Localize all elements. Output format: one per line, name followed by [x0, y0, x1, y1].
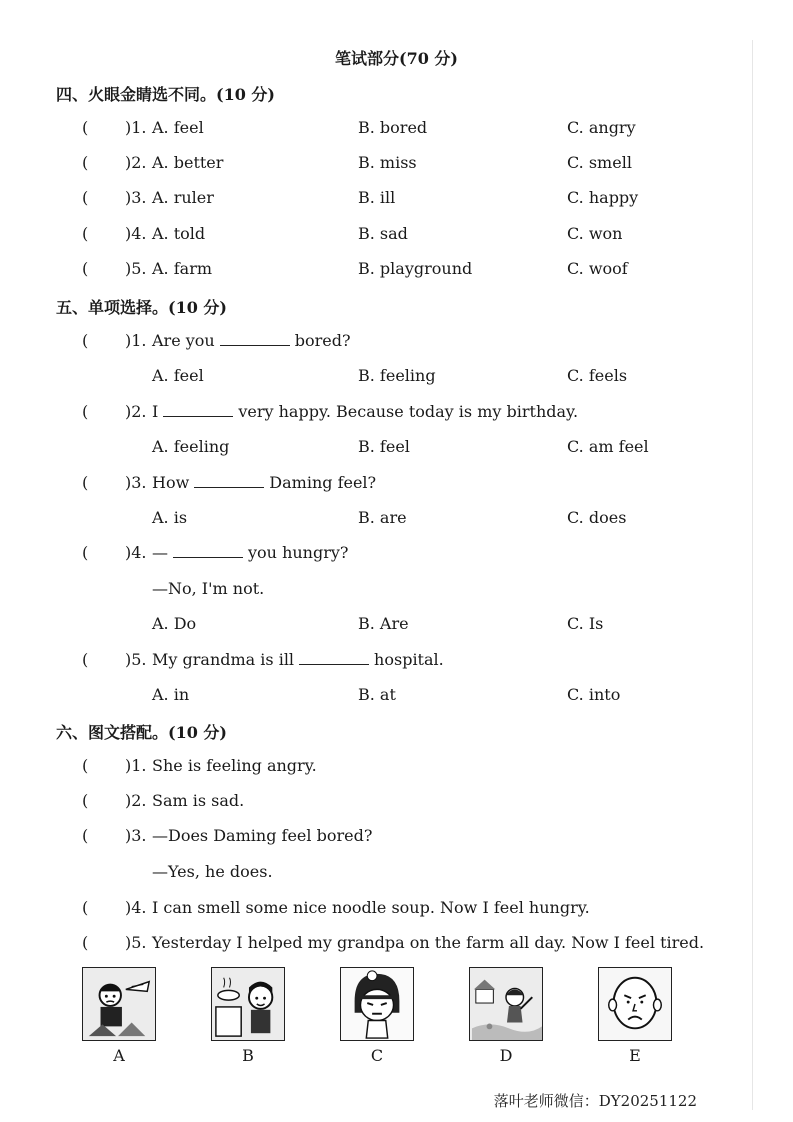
- question-number: )5.: [125, 933, 147, 952]
- page-title: 笔试部分(70 分): [335, 49, 458, 68]
- picture-d: [469, 967, 543, 1041]
- question-number: )4.: [125, 224, 147, 243]
- option-b: B. feeling: [358, 366, 436, 385]
- stem-before-blank: Are you: [152, 331, 215, 350]
- sentence-text: —Does Daming feel bored?: [152, 826, 373, 845]
- sad-boy-icon: [599, 968, 671, 1040]
- stem-after-blank: you hungry?: [248, 543, 349, 562]
- section-five-heading: 五、单项选择。(10 分): [56, 298, 227, 317]
- answer-paren[interactable]: (: [82, 933, 89, 952]
- option-b: B. miss: [358, 153, 417, 172]
- answer-paren[interactable]: (: [82, 153, 89, 172]
- question-stem: [152, 650, 444, 669]
- question-number: )5.: [125, 259, 147, 278]
- option-c: C. Is: [567, 614, 604, 633]
- stem-after-blank: hospital.: [374, 650, 444, 669]
- picture-c: [340, 967, 414, 1041]
- question-number: )5.: [125, 650, 147, 669]
- answer-paren[interactable]: (: [82, 259, 89, 278]
- option-a: A. feeling: [152, 437, 230, 456]
- option-c: C. angry: [567, 118, 636, 137]
- option-b: B. Are: [358, 614, 409, 633]
- answer-blank[interactable]: [299, 650, 369, 665]
- answer-blank[interactable]: [173, 543, 243, 558]
- picture-b: [211, 967, 285, 1041]
- question-stem: [152, 543, 348, 562]
- answer-paren[interactable]: (: [82, 791, 89, 810]
- picture-a: [82, 967, 156, 1041]
- option-a: A. farm: [152, 259, 213, 278]
- stem-before-blank: I: [152, 402, 159, 421]
- option-c: C. feels: [567, 366, 628, 385]
- question-number: )4.: [125, 898, 147, 917]
- question-number: )1.: [125, 118, 147, 137]
- boy-on-farm-icon: [470, 968, 542, 1040]
- option-b: B. ill: [358, 188, 396, 207]
- question-number: )1.: [125, 331, 147, 350]
- question-stem: [152, 402, 578, 421]
- option-b: B. feel: [358, 437, 410, 456]
- picture-b-label: B: [242, 1046, 254, 1065]
- picture-a-label: A: [113, 1046, 125, 1065]
- girl-smelling-food-icon: [212, 968, 284, 1040]
- answer-paren[interactable]: (: [82, 543, 89, 562]
- dialogue-reply: —No, I'm not.: [152, 579, 265, 598]
- answer-paren[interactable]: (: [82, 756, 89, 775]
- option-a: A. ruler: [152, 188, 214, 207]
- question-number: )3.: [125, 826, 147, 845]
- section-four-heading: 四、火眼金睛选不同。(10 分): [56, 85, 275, 104]
- option-a: A. Do: [152, 614, 197, 633]
- stem-after-blank: very happy. Because today is my birthday.: [238, 402, 579, 421]
- question-number: )3.: [125, 188, 147, 207]
- option-a: A. feel: [152, 118, 204, 137]
- picture-e: [598, 967, 672, 1041]
- answer-paren[interactable]: (: [82, 331, 89, 350]
- question-stem: [152, 331, 351, 350]
- picture-d-label: D: [499, 1046, 513, 1065]
- option-c: C. smell: [567, 153, 632, 172]
- answer-paren[interactable]: (: [82, 650, 89, 669]
- stem-after-blank: Daming feel?: [269, 473, 377, 492]
- option-b: B. playground: [358, 259, 473, 278]
- option-c: C. does: [567, 508, 627, 527]
- question-number: )4.: [125, 543, 147, 562]
- stem-before-blank: —: [152, 543, 168, 562]
- question-number: )3.: [125, 473, 147, 492]
- option-c: C. woof: [567, 259, 628, 278]
- answer-blank[interactable]: [220, 331, 290, 346]
- sentence-text: She is feeling angry.: [152, 756, 317, 775]
- answer-paren[interactable]: (: [82, 826, 89, 845]
- section-six-heading: 六、图文搭配。(10 分): [56, 723, 227, 742]
- option-c: C. into: [567, 685, 621, 704]
- option-c: C. happy: [567, 188, 639, 207]
- question-number: )2.: [125, 402, 147, 421]
- option-b: B. at: [358, 685, 396, 704]
- answer-paren[interactable]: (: [82, 224, 89, 243]
- picture-e-label: E: [629, 1046, 641, 1065]
- question-number: )1.: [125, 756, 147, 775]
- option-a: A. told: [152, 224, 206, 243]
- answer-blank[interactable]: [163, 402, 233, 417]
- question-number: )2.: [125, 153, 147, 172]
- stem-before-blank: My grandma is ill: [152, 650, 295, 669]
- option-a: A. is: [152, 508, 188, 527]
- option-a: A. better: [152, 153, 224, 172]
- angry-girl-icon: [341, 968, 413, 1040]
- option-c: C. am feel: [567, 437, 649, 456]
- option-c: C. won: [567, 224, 623, 243]
- answer-blank[interactable]: [194, 473, 264, 488]
- sentence-text: I can smell some nice noodle soup. Now I feel hungry.: [152, 898, 590, 917]
- option-b: B. sad: [358, 224, 408, 243]
- answer-paren[interactable]: (: [82, 898, 89, 917]
- option-a: A. in: [152, 685, 190, 704]
- question-stem: [152, 473, 376, 492]
- sentence-text: Yesterday I helped my grandpa on the farm all day. Now I feel tired.: [152, 933, 705, 952]
- boy-on-phone-icon: [83, 968, 155, 1040]
- answer-paren[interactable]: (: [82, 402, 89, 421]
- dialogue-reply: —Yes, he does.: [152, 862, 273, 881]
- option-a: A. feel: [152, 366, 204, 385]
- page-edge-line: [752, 40, 753, 1110]
- answer-paren[interactable]: (: [82, 118, 89, 137]
- picture-c-label: C: [370, 1046, 384, 1065]
- option-b: B. are: [358, 508, 407, 527]
- answer-paren[interactable]: (: [82, 188, 89, 207]
- footer-watermark: 落叶老师微信：DY20251122: [493, 1092, 697, 1110]
- sentence-text: Sam is sad.: [152, 791, 245, 810]
- stem-before-blank: How: [152, 473, 190, 492]
- stem-after-blank: bored?: [294, 331, 351, 350]
- question-number: )2.: [125, 791, 147, 810]
- option-b: B. bored: [358, 118, 428, 137]
- answer-paren[interactable]: (: [82, 473, 89, 492]
